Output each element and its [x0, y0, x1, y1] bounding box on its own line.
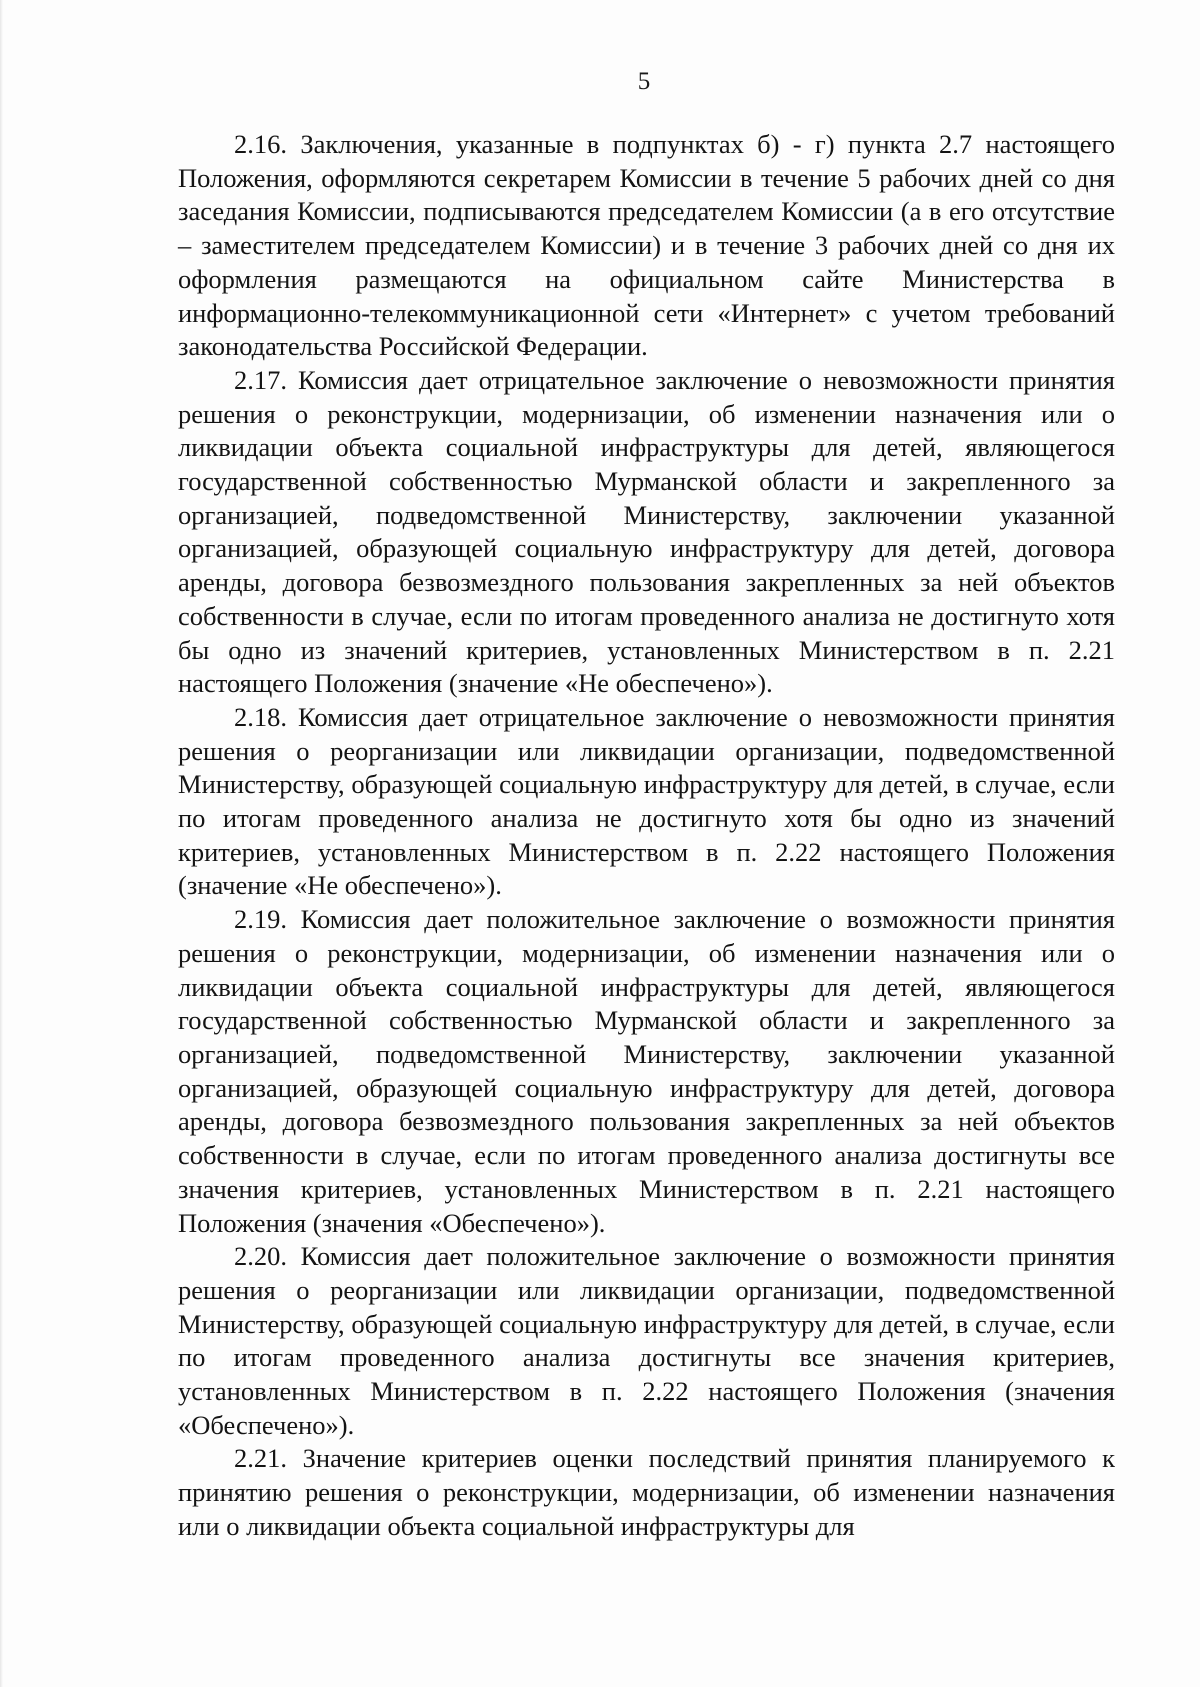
paragraph-2-21: 2.21. Значение критериев оценки последствий принятия планируемого к принятию решения о реконструкции, модернизации, об изменении назначения или о ликвидации объекта социальной инфраструктуры для [178, 1443, 1115, 1541]
paragraph-2-19: 2.19. Комиссия дает положительное заключение о возможности принятия решения о реконструкции, модернизации, об изменении назначения или о ликвидации объекта социальной инфраструктуры для детей, являющегося государственной собственностью Мурманской области и закрепленного за организацией, подведомственной Министерству, заключении указанной организацией, образующей социальную инфраструктуру для детей, договора аренды, договора безвозмездного пользования закрепленных за ней объектов собственности в случае, если по итогам проведенного анализа достигнуты все значения критериев, установленных Министерством в п. 2.21 настоящего Положения (значения «Обеспечено»). [178, 904, 1115, 1238]
document-body [178, 128, 1115, 1544]
page-number: 5 [637, 68, 651, 95]
paragraph-2-17: 2.17. Комиссия дает отрицательное заключение о невозможности принятия решения о реконструкции, модернизации, об изменении назначения или о ликвидации объекта социальной инфраструктуры для детей, являющегося государственной собственностью Мурманской области и закрепленного за организацией, подведомственной Министерству, заключении указанной организацией, образующей социальную инфраструктуру для детей, договора аренды, договора безвозмездного пользования закрепленных за ней объектов собственности в случае, если по итогам проведенного анализа не достигнуто хотя бы одно из значений критериев, установленных Министерством в п. 2.21 настоящего Положения (значение «Не обеспечено»). [178, 364, 1115, 699]
paragraph-2-20: 2.20. Комиссия дает положительное заключение о возможности принятия решения о реорганизации или ликвидации организации, подведомственной Министерству, образующей социальную инфраструктуру для детей, в случае, если по итогам проведенного анализа достигнуты все значения критериев, установленных Министерством в п. 2.22 настоящего Положения (значения «Обеспечено»). [178, 1241, 1115, 1440]
scan-edge-shadow [0, 0, 3, 1687]
paragraph-2-18: 2.18. Комиссия дает отрицательное заключение о невозможности принятия решения о реорганизации или ликвидации организации, подведомственной Министерству, образующей социальную инфраструктуру для детей, в случае, если по итогам проведенного анализа не достигнуто хотя бы одно из значений критериев, установленных Министерством в п. 2.22 настоящего Положения (значение «Не обеспечено»). [178, 701, 1115, 901]
paragraph-2-16: 2.16. Заключения, указанные в подпунктах б) - г) пункта 2.7 настоящего Положения, оформляются секретарем Комиссии в течение 5 рабочих дней со дня заседания Комиссии, подписываются председателем Комиссии (а в его отсутствие – заместителем председателем Комиссии) и в течение 3 рабочих дней со дня их оформления размещаются на официальном сайте Министерства в информационно-телекоммуникационной сети «Интернет» с учетом требований законодательства Российской Федерации. [178, 129, 1115, 362]
